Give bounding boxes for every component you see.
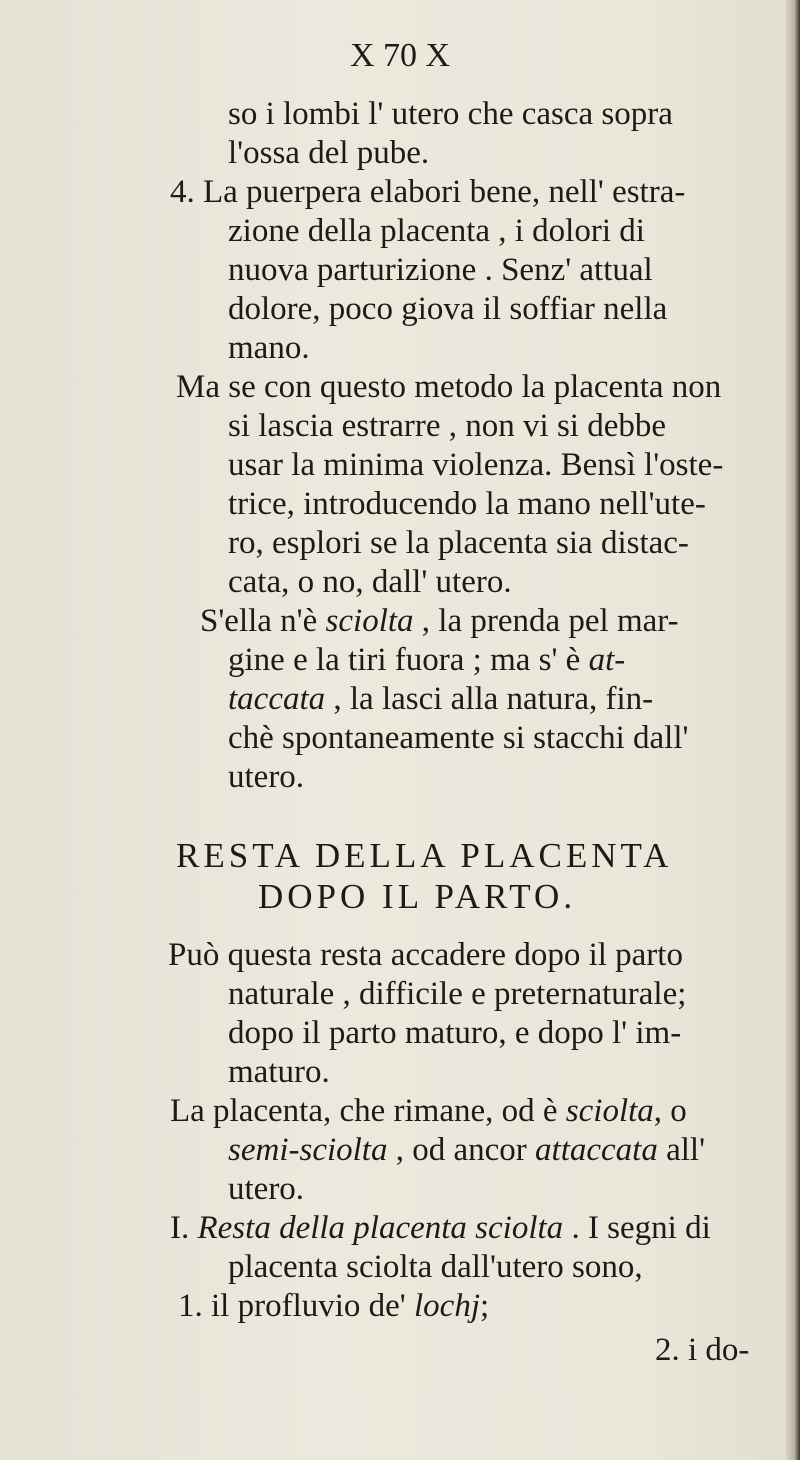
text-line: 4. La puerpera elabori bene, nell' estra- <box>170 174 686 210</box>
text-line: dopo il parto maturo, e dopo l' im- <box>228 1015 682 1051</box>
text-line: taccata , la lasci alla natura, fin- <box>228 681 654 717</box>
text-line: nuova parturizione . Senz' attual <box>228 252 653 288</box>
text-line: maturo. <box>228 1054 330 1090</box>
section-heading-line-2: DOPO IL PARTO. <box>258 877 577 916</box>
text-line: mano. <box>228 330 310 366</box>
text-line: placenta sciolta dall'utero sono, <box>228 1249 643 1285</box>
text-line: semi-sciolta , od ancor attaccata all' <box>228 1132 706 1168</box>
text-line: cata, o no, dall' utero. <box>228 564 512 600</box>
text-line: 1. il profluvio de' lochj; <box>178 1288 490 1324</box>
text-line: so i lombi l' utero che casca sopra <box>228 96 673 132</box>
text-line: Ma se con questo metodo la placenta non <box>176 369 722 405</box>
text-line: I. Resta della placenta sciolta . I segni di <box>170 1210 711 1246</box>
text-line: utero. <box>228 1171 305 1207</box>
text-line: gine e la tiri fuora ; ma s' è at- <box>228 642 626 678</box>
text-line: naturale , difficile e preternaturale; <box>228 976 687 1012</box>
text-line: Può questa resta accadere dopo il parto <box>168 937 683 973</box>
text-line: trice, introducendo la mano nell'ute- <box>228 486 706 522</box>
text-line: S'ella n'è sciolta , la prenda pel mar- <box>200 603 679 639</box>
text-line: utero. <box>228 759 305 795</box>
text-line: ro, esplori se la placenta sia distac- <box>228 525 689 561</box>
text-line: dolore, poco giova il soffiar nella <box>228 291 668 327</box>
text-line: zione della placenta , i dolori di <box>228 213 645 249</box>
section-heading-line-1: RESTA DELLA PLACENTA <box>176 836 673 875</box>
text-line: si lascia estrarre , non vi si debbe <box>228 408 667 444</box>
text-line: chè spontaneamente si stacchi dall' <box>228 720 689 756</box>
catchword: 2. i do- <box>655 1332 750 1368</box>
page-edge <box>786 0 800 1460</box>
text-line: l'ossa del pube. <box>228 135 430 171</box>
text-line: usar la minima violenza. Bensì l'oste- <box>228 447 724 483</box>
text-line: La placenta, che rimane, od è sciolta, o <box>170 1093 687 1129</box>
page-header: X 70 X <box>349 37 451 74</box>
